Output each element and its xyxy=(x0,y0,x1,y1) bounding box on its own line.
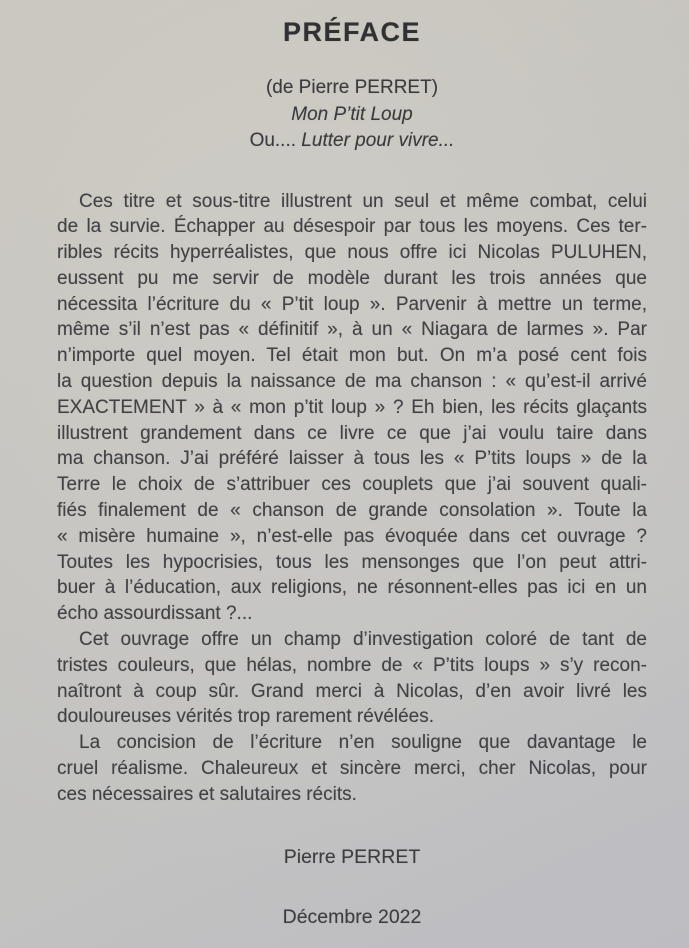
header-block xyxy=(57,75,647,155)
subtitle-italic: Lutter pour vivre... xyxy=(296,130,455,151)
signature: Pierre PERRET xyxy=(283,845,421,868)
text-line: ribles récits hyperréalistes, que nous offre ici Nicolas PULUHEN, xyxy=(57,242,647,264)
text-line: tristes couleurs, que hélas, nombre de « P’tits loups » s’y recon- xyxy=(57,654,647,676)
paragraph-2 xyxy=(57,627,647,730)
paragraph-1 xyxy=(57,189,647,628)
text-line: naîtront à coup sûr. Grand merci à Nicolas, d’en avoir livré les xyxy=(57,680,647,702)
subtitle xyxy=(57,128,647,155)
text-line: eussent pu me servir de modèle durant les trois années que xyxy=(57,267,647,289)
text-line: Toutes les hypocrisies, tous les mensonges que l’on peut attri- xyxy=(57,551,647,573)
subtitle-prefix: Ou.... xyxy=(249,130,297,151)
text-line: même s’il n’est pas « définitif », à un « Niagara de larmes ». Par xyxy=(57,319,647,341)
text-line: n’importe quel moyen. Tel était mon but. On m’a posé cent fois xyxy=(57,345,647,367)
date: Décembre 2022 xyxy=(282,905,422,928)
text-line: cruel réalisme. Chaleureux et sincère merci, cher Nicolas, pour xyxy=(57,758,647,780)
text-line: nécessita l’écriture du « P’tit loup ». Parvenir à mettre un terme, xyxy=(57,293,647,315)
text-line: illustrent grandement dans ce livre ce que j’ai voulu taire dans xyxy=(57,422,647,444)
paragraph-3 xyxy=(57,730,647,807)
text-line: Terre le choix de s’attribuer ces couplets que j’ai souvent quali- xyxy=(57,474,647,496)
work-title: Mon P’tit Loup xyxy=(291,103,413,125)
text-line: La concision de l’écriture n’en souligne que davantage le xyxy=(79,732,647,754)
text-line: Cet ouvrage offre un champ d’investigation coloré de tant de xyxy=(79,629,647,651)
page-title: PRÉFACE xyxy=(282,17,422,47)
text-line: fiés finalement de « chanson de grande consolation ». Toute la xyxy=(57,500,647,522)
text-line: la question depuis la naissance de ma chanson : « qu’est-il arrivé xyxy=(57,371,647,393)
text-line: de la survie. Échapper au désespoir par tous les moyens. Ces ter- xyxy=(57,216,647,238)
byline: (de Pierre PERRET) xyxy=(265,77,439,98)
text-line: Ces titre et sous-titre illustrent un seul et même combat, celui xyxy=(79,190,647,212)
text-line: ces nécessaires et salutaires récits. xyxy=(57,783,357,805)
text-line: EXACTEMENT » à « mon p’tit loup » ? Eh bien, les récits glaçants xyxy=(57,396,647,418)
text-line: « misère humaine », n’est-elle pas évoquée dans cet ouvrage ? xyxy=(57,525,647,547)
text-line: buer à l’éducation, aux religions, ne résonnent-elles pas ici en un xyxy=(57,577,647,599)
preface-text xyxy=(57,189,647,808)
text-line: ma chanson. J’ai préféré laisser à tous les « P’tits loups » de la xyxy=(57,448,647,470)
text-line: douloureuses vérités trop rarement révélées. xyxy=(57,706,435,728)
text-line: écho assourdissant ?... xyxy=(57,603,253,625)
